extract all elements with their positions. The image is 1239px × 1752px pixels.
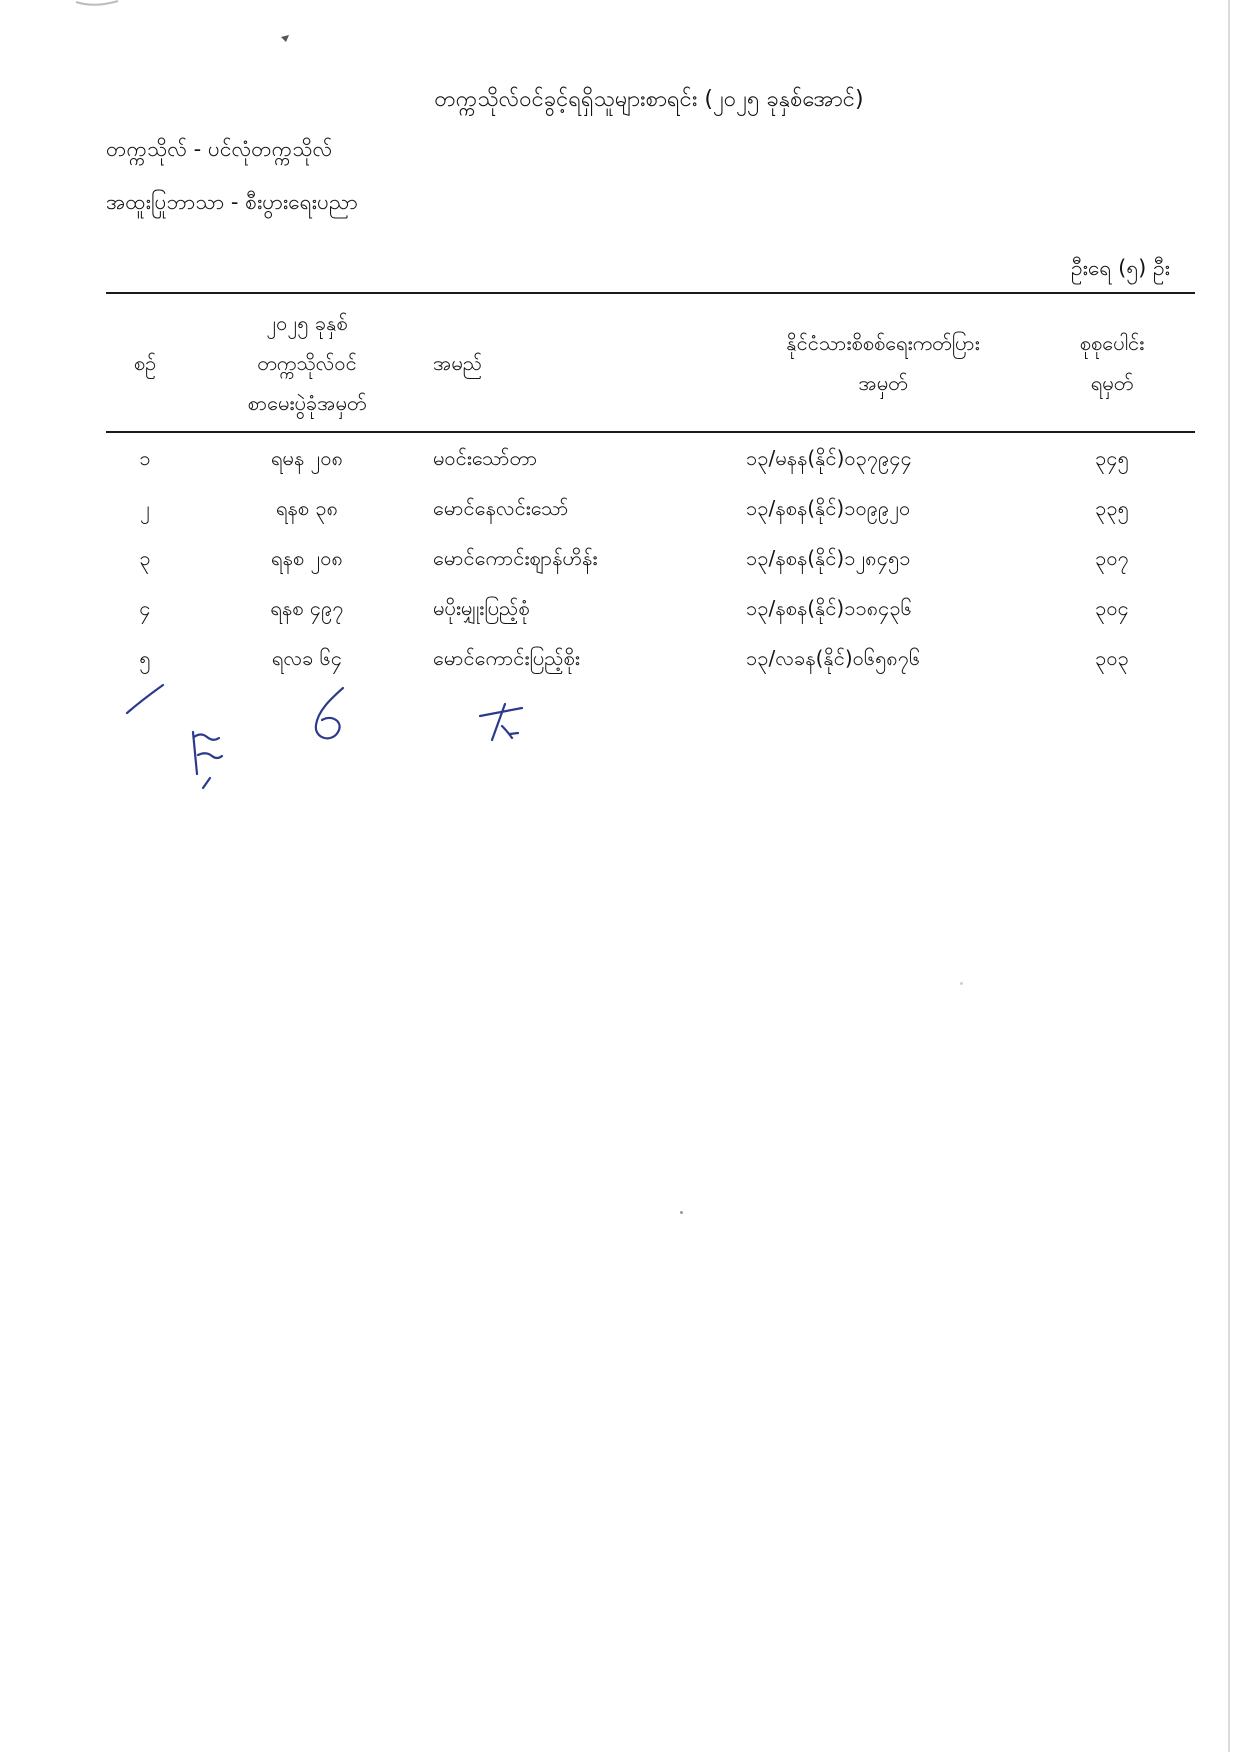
- header-roll-number-line-3: စာမေးပွဲခုံအမှတ်: [247, 390, 367, 415]
- cell-total-marks: ၃၀၄: [1095, 596, 1129, 620]
- cell-total-marks: ၃၄၅: [1095, 446, 1129, 470]
- header-nrc-line-1: နိုင်ငံသားစိစစ်ရေးကတ်ပြား: [786, 330, 980, 355]
- university-line: တက္ကသိုလ် - ပင်လုံတက္ကသိုလ်: [106, 137, 333, 161]
- signature-2: [193, 732, 222, 788]
- table-header: [0, 295, 1239, 430]
- header-total-line-2: ရမှတ်: [1090, 370, 1134, 395]
- table-row: [0, 533, 1239, 583]
- cell-total-marks: ၃၃၅: [1095, 496, 1129, 520]
- scan-speck: [960, 982, 963, 985]
- scan-speck: [680, 1211, 683, 1214]
- scan-edge-shadow: [1228, 0, 1230, 1752]
- cell-serial-no: ၂: [140, 496, 150, 520]
- table-row: [0, 433, 1239, 483]
- cell-nrc-number: ၁၃/နစန(နိုင်)၁၀၉၉၂၀: [746, 496, 911, 520]
- cell-serial-no: ၁: [139, 446, 151, 470]
- cell-name: မောင်ကောင်းပြည့်စိုး: [433, 646, 580, 670]
- header-total-line-1: စုစုပေါင်း: [1079, 330, 1145, 355]
- major-line: အထူးပြုဘာသာ - စီးပွားရေးပညာ: [106, 190, 358, 214]
- header-roll-number: [207, 295, 407, 430]
- header-name-label: အမည်: [433, 350, 483, 375]
- student-count: ဦးရေ (၅) ဦး: [1071, 256, 1170, 280]
- header-nrc-line-2: အမှတ်: [858, 370, 908, 395]
- cell-name: မဝင်းသော်တာ: [433, 446, 538, 470]
- cell-name: မပိုးမျှုးပြည့်စုံ: [433, 596, 530, 620]
- cell-nrc-number: ၁၃/နစန(နိုင်)၁၂၈၄၅၁: [746, 546, 911, 570]
- signature-4: [480, 704, 522, 740]
- cell-total-marks: ၃၀၃: [1095, 646, 1129, 670]
- cell-nrc-number: ၁၃/လခန(နိုင်)၀၆၅၈၇၆: [746, 646, 921, 670]
- cell-roll-number: ရမန ၂၀၈: [270, 446, 344, 470]
- cell-roll-number: ရလခ ၆၄: [271, 646, 343, 670]
- cell-total-marks: ၃၀၇: [1095, 546, 1129, 570]
- header-name: [433, 295, 633, 430]
- header-total-marks: [1042, 295, 1182, 430]
- cell-serial-no: ၃: [139, 546, 151, 570]
- table-top-rule: [106, 292, 1195, 294]
- header-serial-no-label: စဉ်: [133, 350, 157, 375]
- scan-corner-mark: [70, 0, 130, 10]
- cell-roll-number: ရနစ ၂၀၈: [271, 546, 343, 570]
- header-roll-number-line-1: ၂၀၂၅ ခုနှစ်: [266, 310, 348, 335]
- header-serial-no: [105, 295, 185, 430]
- signatures-block: [106, 670, 566, 790]
- header-roll-number-line-2: တက္ကသိုလ်ဝင်: [257, 350, 357, 375]
- cell-nrc-number: ၁၃/မနန(နိုင်)၀၃၇၉၄၄: [746, 446, 912, 470]
- table-body: [0, 433, 1239, 683]
- signature-1: [127, 685, 163, 713]
- header-nrc-number: [733, 295, 1033, 430]
- table-row: [0, 583, 1239, 633]
- signature-3: [316, 688, 343, 738]
- cell-roll-number: ရနစ ၃၈: [275, 496, 339, 520]
- document-title: တက္ကသိုလ်ဝင်ခွင့်ရရှိသူများစာရင်း (၂၀၂၅ ခုနှစ်အောင်): [434, 87, 864, 112]
- cell-serial-no: ၅: [139, 646, 151, 670]
- cell-serial-no: ၄: [139, 596, 151, 620]
- cell-roll-number: ရနစ ၄၉၇: [270, 596, 344, 620]
- cell-name: မောင်ကောင်းစျာန်ဟိန်း: [433, 546, 598, 570]
- cell-name: မောင်နေလင်းသော်: [433, 496, 569, 520]
- table-row: [0, 483, 1239, 533]
- cell-nrc-number: ၁၃/နစန(နိုင်)၁၁၈၄၃၆: [746, 596, 912, 620]
- scan-dot-mark: [280, 34, 292, 44]
